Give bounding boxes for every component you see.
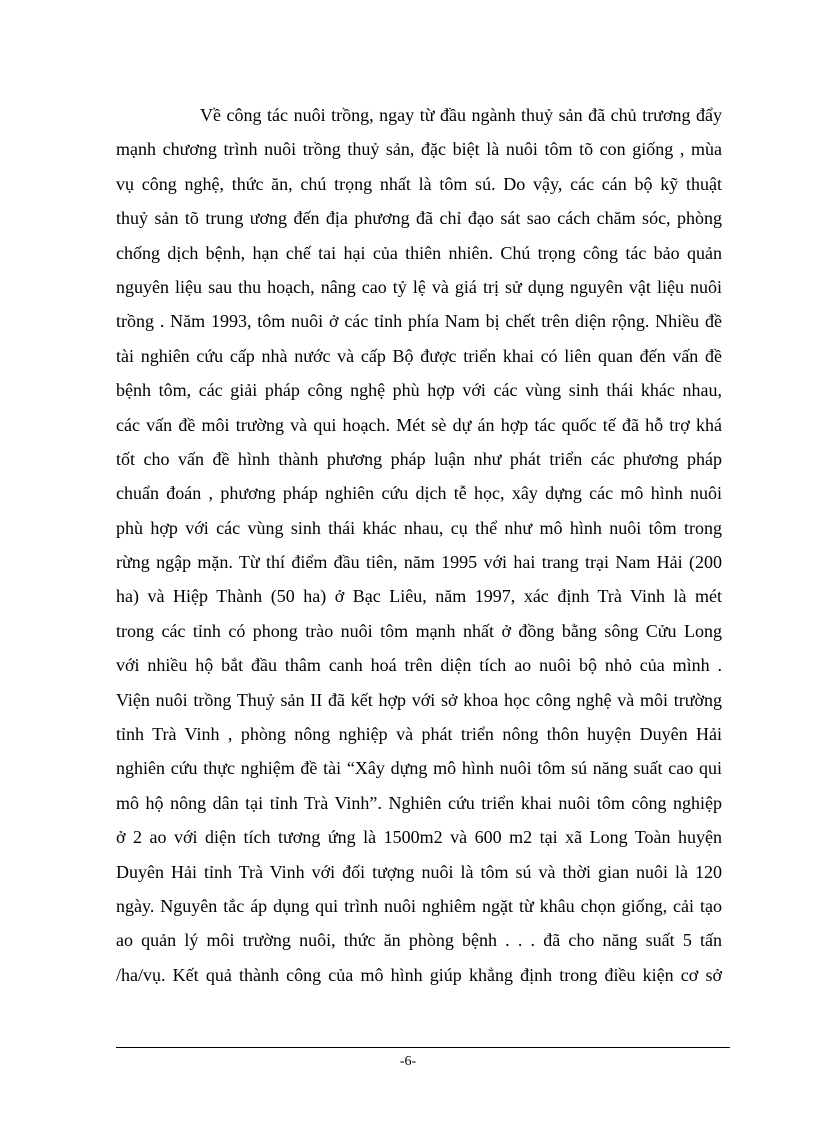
text-line: ao quản lý môi trường nuôi, thức ăn phòng bệnh . . . đã cho năng suất 5 tấn [116,930,722,951]
text-line: Viện nuôi trồng Thuỷ sản II đã kết hợp với sở khoa học công nghệ và môi trường [116,689,722,710]
page-number: -6- [399,1054,417,1069]
text-line: trong các tỉnh có phong trào nuôi tôm mạnh nhất ở đồng bằng sông Cửu Long [116,620,722,641]
text-line: tỉnh Trà Vinh , phòng nông nghiệp và phát triển nông thôn huyện Duyên Hải [116,724,722,745]
text-line: phù hợp với các vùng sinh thái khác nhau, cụ thể như mô hình nuôi tôm trong [116,517,722,538]
footer-divider [116,1047,730,1048]
text-line: vụ công nghệ, thức ăn, chú trọng nhất là tôm sú. Do vậy, các cán bộ kỹ thuật [116,173,722,194]
text-line: chuẩn đoán , phương pháp nghiên cứu dịch tễ học, xây dựng các mô hình nuôi [116,483,722,504]
text-line: mạnh chương trình nuôi trồng thuỷ sản, đặc biệt là nuôi tôm tõ con giống , mùa [116,139,722,160]
text-line: rừng ngập mặn. Từ thí điểm đầu tiên, năm 1995 với hai trang trại Nam Hải (200 [116,552,722,573]
page-body [116,98,722,992]
text-line: mô hộ nông dân tại tỉnh Trà Vinh”. Nghiên cứu triển khai nuôi tôm công nghiệp [116,792,722,813]
text-line: nguyên liệu sau thu hoạch, nâng cao tỷ lệ và giá trị sử dụng nguyên vật liệu nuôi [116,276,722,297]
text-line: Về công tác nuôi trồng, ngay từ đầu ngành thuỷ sản đã chủ trương đẩy [200,105,722,125]
text-line: chống dịch bệnh, hạn chế tai hại của thiên nhiên. Chú trọng công tác bảo quản [116,242,722,263]
text-line: trồng . Năm 1993, tôm nuôi ở các tỉnh phía Nam bị chết trên diện rộng. Nhiều đề [116,311,722,332]
text-line: bệnh tôm, các giải pháp công nghệ phù hợp với các vùng sinh thái khác nhau, [116,380,722,401]
text-line: ở 2 ao với diện tích tương ứng là 1500m2 và 600 m2 tại xã Long Toàn huyện [116,827,722,848]
text-line: ha) và Hiệp Thành (50 ha) ở Bạc Liêu, năm 1997, xác định Trà Vinh là mét [116,586,722,607]
text-line: các vấn đề môi trường và qui hoạch. Mét sè dự án hợp tác quốc tế đã hỗ trợ khá [116,414,722,435]
text-line: với nhiều hộ bắt đầu thâm canh hoá trên diện tích ao nuôi bộ nhỏ của mình . [116,655,722,676]
text-line: thuỷ sản tõ trung ương đến địa phương đã chỉ đạo sát sao cách chăm sóc, phòng [116,208,722,229]
text-line: Duyên Hải tỉnh Trà Vinh với đối tượng nuôi là tôm sú và thời gian nuôi là 120 [116,861,722,882]
text-line: tài nghiên cứu cấp nhà nước và cấp Bộ được triển khai có liên quan đến vấn đề [116,345,722,366]
text-line: tốt cho vấn đề hình thành phương pháp luận như phát triển các phương pháp [116,448,722,469]
text-line: ngày. Nguyên tắc áp dụng qui trình nuôi nghiêm ngặt từ khâu chọn giống, cải tạo [116,895,722,916]
text-line: nghiên cứu thực nghiệm đề tài “Xây dựng mô hình nuôi tôm sú năng suất cao qui [116,758,722,779]
text-line: /ha/vụ. Kết quả thành công của mô hình giúp khẳng định trong điều kiện cơ sở [116,964,722,985]
